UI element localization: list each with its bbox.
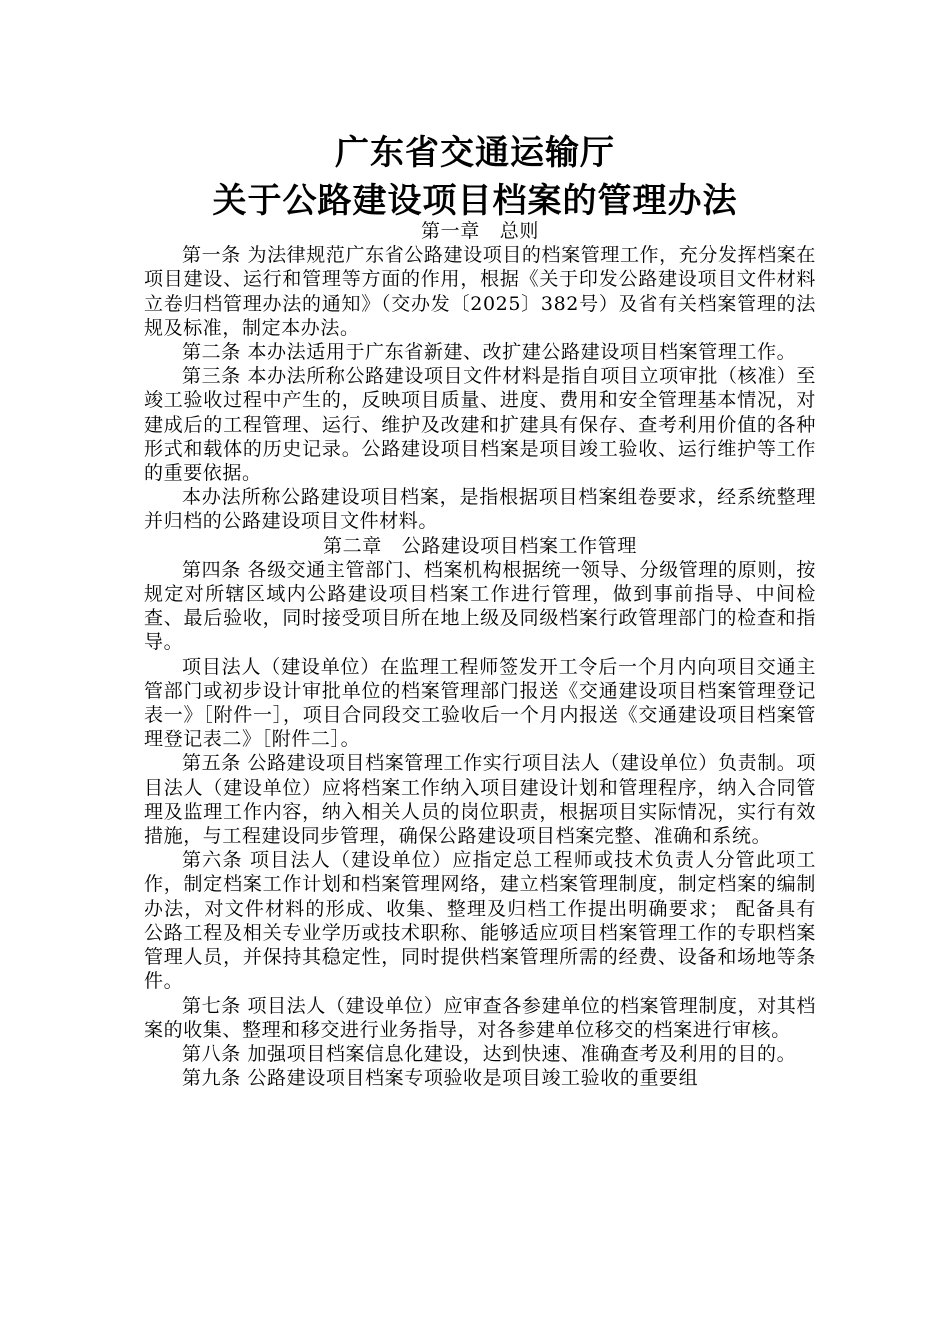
article-3-supplement: 本办法所称公路建设项目档案，是指根据项目档案组卷要求，经系统整理并归档的公路建设项目文件材料。 — [144, 486, 816, 533]
article-5: 第五条 公路建设项目档案管理工作实行项目法人（建设单位）负责制。项目法人（建设单位）应将档案工作纳入项目建设计划和管理程序，纳入合同管理及监理工作内容，纳入相关人员的岗位职责，根据项目实际情况，实行有效措施，与工程建设同步管理，确保公路建设项目档案完整、准确和系统。 — [144, 752, 816, 848]
article-7: 第七条 项目法人（建设单位）应审查各参建单位的档案管理制度，对其档案的收集、整理和移交进行业务指导，对各参建单位移交的档案进行审核。 — [144, 994, 816, 1041]
article-4: 第四条 各级交通主管部门、档案机构根据统一领导、分级管理的原则，按规定对所辖区域内公路建设项目档案工作进行管理，做到事前指导、中间检查、最后验收，同时接受项目所在地上级及同级档案行政管理部门的检查和指导。 — [144, 558, 816, 654]
article-3: 第三条 本办法所称公路建设项目文件材料是指自项目立项审批（核准）至竣工验收过程中产生的，反映项目质量、进度、费用和安全管理基本情况，对建成后的工程管理、运行、维护及改建和扩建具有保存、查考利用价值的各种形式和载体的历史记录。公路建设项目档案是项目竣工验收、运行维护等工作的重要依据。 — [144, 365, 816, 485]
article-6: 第六条 项目法人（建设单位）应指定总工程师或技术负责人分管此项工作，制定档案工作计划和档案管理网络，建立档案管理制度，制定档案的编制办法，对文件材料的形成、收集、整理及归档工作提出明确要求； 配备具有公路工程及相关专业学历或技术职称、能够适应项目档案管理工作的专职档案管理人员，并保持其稳定性，同时提供档案管理所需的经费、设备和场地等条件。 — [144, 849, 816, 993]
article-4-supplement: 项目法人（建设单位）在监理工程师签发开工令后一个月内向项目交通主管部门或初步设计审批单位的档案管理部门报送《交通建设项目档案管理登记表一》［附件一］，项目合同段交工验收后一个月内报送《交通建设项目档案管理登记表二》［附件二］。 — [144, 655, 816, 751]
article-9: 第九条 公路建设项目档案专项验收是项目竣工验收的重要组 — [182, 1067, 699, 1090]
chapter-heading-1: 第一章 总则 — [421, 220, 539, 242]
document-title-line1: 广东省交通运输厅 — [335, 133, 615, 173]
article-2: 第二条 本办法适用于广东省新建、改扩建公路建设项目档案管理工作。 — [182, 341, 797, 364]
article-1: 第一条 为法律规范广东省公路建设项目的档案管理工作，充分发挥档案在项目建设、运行和管理等方面的作用，根据《关于印发公路建设项目文件材料立卷归档管理办法的通知》（交办发〔2025〕382号）及省有关档案管理的法规及标准，制定本办法。 — [144, 244, 816, 339]
document-title-line2: 关于公路建设项目档案的管理办法 — [212, 181, 738, 221]
chapter-heading-2: 第二章 公路建设项目档案工作管理 — [323, 534, 637, 557]
document-body — [144, 219, 816, 1090]
article-8: 第八条 加强项目档案信息化建设，达到快速、准确查考及利用的目的。 — [182, 1042, 797, 1065]
